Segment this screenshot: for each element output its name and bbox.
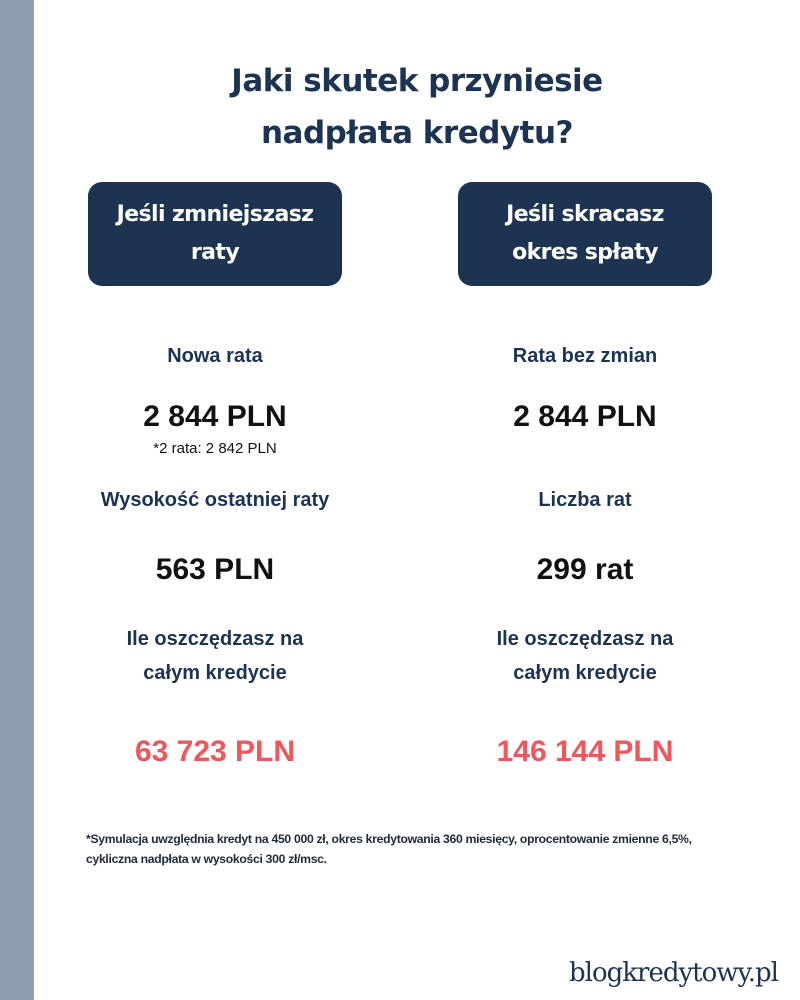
- savings-label-line-1: Ile oszczędzasz na: [126, 628, 304, 650]
- footnote-line-2: cykliczna nadpłata w wysokości 300 zł/msc.: [86, 852, 327, 866]
- option-box-line-1: Jeśli skracasz: [506, 202, 664, 227]
- title-line-1: Jaki skutek przyniesie: [231, 63, 603, 99]
- number-of-installments-value: 299 rat: [536, 553, 634, 586]
- new-installment-label: Nowa rata: [167, 345, 263, 367]
- option-box-line-2: okres spłaty: [512, 240, 658, 265]
- savings-label-line-1: Ile oszczędzasz na: [496, 628, 674, 650]
- last-installment-value: 563 PLN: [155, 553, 275, 586]
- option-box-line-1: Jeśli zmniejszasz: [116, 202, 314, 227]
- unchanged-installment-value: 2 844 PLN: [513, 400, 657, 433]
- brand-logo: blogkredytowy.pl: [569, 958, 778, 988]
- new-installment-value: 2 844 PLN: [143, 400, 287, 433]
- savings-label-line-2: całym kredycie: [143, 662, 287, 684]
- savings-label-line-2: całym kredycie: [513, 662, 657, 684]
- second-installment-note: *2 rata: 2 842 PLN: [153, 440, 277, 457]
- option-box-line-2: raty: [190, 240, 240, 265]
- sidebar-stripe: [0, 0, 34, 1000]
- footnote-line-1: *Symulacja uwzględnia kredyt na 450 000 zł, okres kredytowania 360 miesięcy, oprocentowanie zmienne 6,5%,: [86, 832, 692, 846]
- savings-value: 63 723 PLN: [134, 735, 296, 768]
- number-of-installments-label: Liczba rat: [538, 489, 632, 511]
- simulation-footnote: [86, 829, 766, 869]
- unchanged-installment-label: Rata bez zmian: [512, 345, 658, 367]
- title-line-2: nadpłata kredytu?: [260, 115, 574, 151]
- savings-value: 146 144 PLN: [496, 735, 674, 768]
- last-installment-label: Wysokość ostatniej raty: [100, 489, 330, 511]
